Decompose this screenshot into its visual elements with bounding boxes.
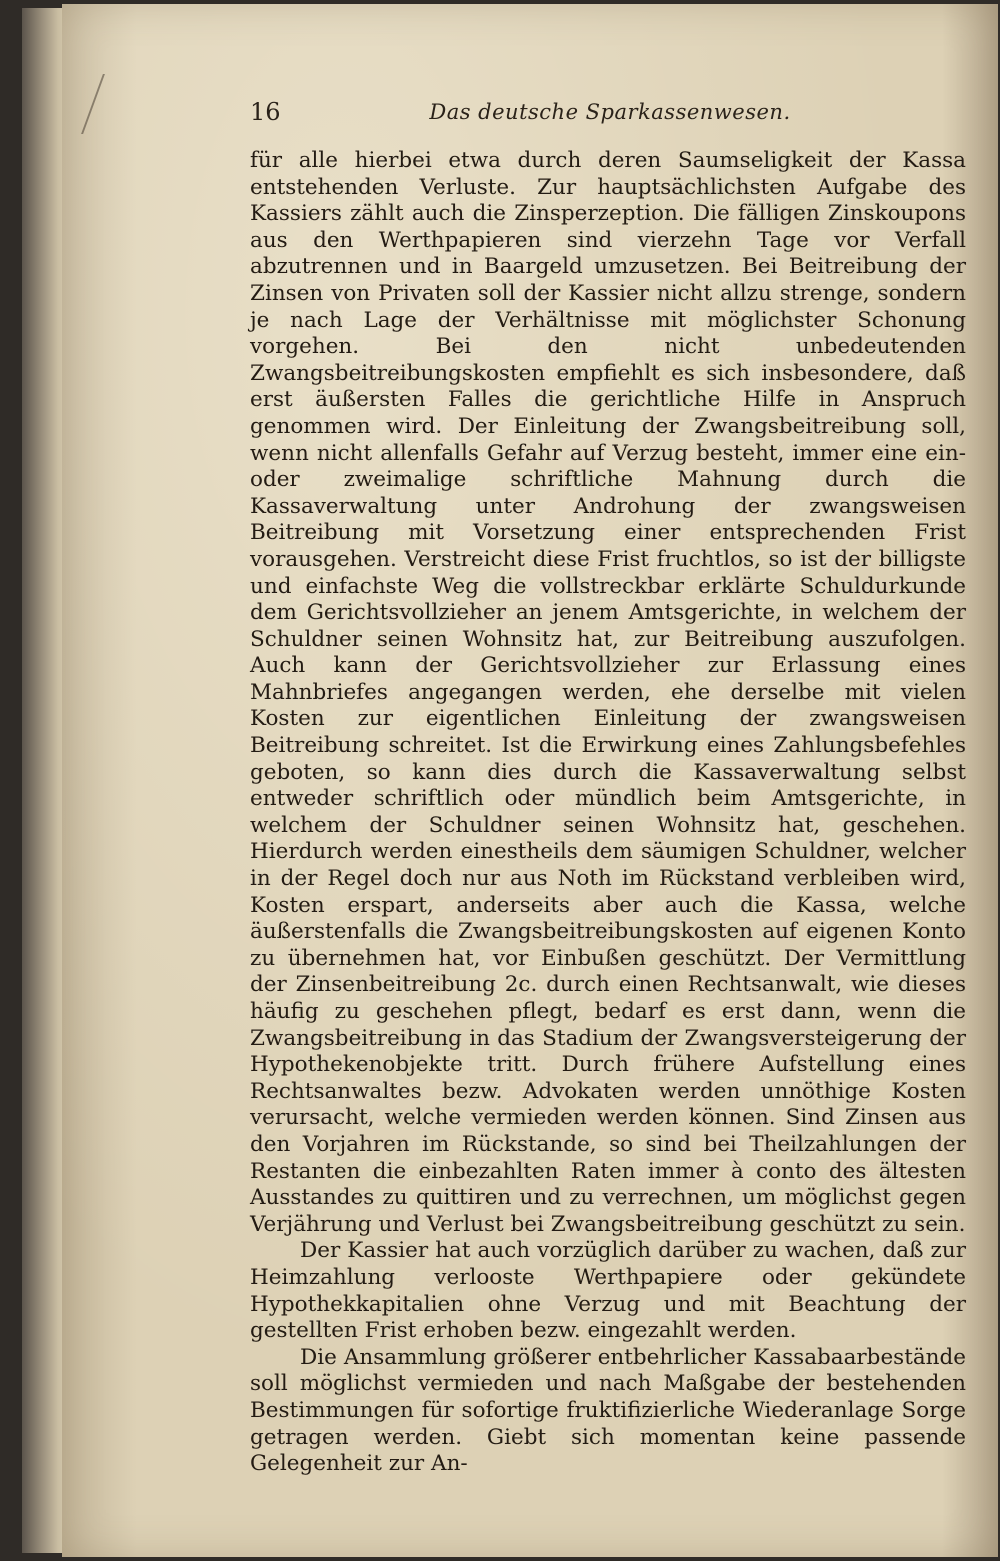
paragraph: Der Kassier hat auch vorzüglich darüber zu wachen, daß zur Heimzahlung verlooste Werthpapiere oder gekündete Hypothekkapitalien ohne Verzug und mit Beachtung der gestellten Frist erhoben bezw. eingezahlt werden. (250, 1238, 966, 1344)
body-text (250, 148, 966, 1478)
running-header (250, 98, 970, 132)
paragraph: Die Ansammlung größerer entbehrlicher Kassabaarbestände soll möglichst vermieden und nach Maßgabe der bestehenden Bestimmungen für sofortige fruktifizierliche Wiederanlage Sorge getragen werden. Giebt sich momentan keine passende Gelegenheit zur An- (250, 1344, 966, 1477)
pencil-mark (81, 74, 145, 134)
page-number: 16 (250, 98, 281, 126)
running-title: Das deutsche Sparkassenwesen. (429, 100, 791, 124)
paragraph: für alle hierbei etwa durch deren Saumseligkeit der Kassa entstehenden Verluste. Zur hauptsächlichsten Aufgabe des Kassiers zählt auch die Zinsperzeption. Die fälligen Zinskoupons aus den Werthpapieren sind vierzehn Tage vor Verfall abzutrennen und in Baargeld umzusetzen. Bei Beitreibung der Zinsen von Privaten soll der Kassier nicht allzu strenge, sondern je nach Lage der Verhältnisse mit möglichster Schonung vorgehen. Bei den nicht unbedeutenden Zwangsbeitreibungskosten empfiehlt es sich insbesondere, daß erst äußersten Falles die gerichtliche Hilfe in Anspruch genommen wird. Der Einleitung der Zwangsbeitreibung soll, wenn nicht allenfalls Gefahr auf Verzug besteht, immer eine ein- oder zweimalige schriftliche Mahnung durch die Kassaverwaltung unter Androhung der zwangsweisen Beitreibung mit Vorsetzung einer entsprechenden Frist vorausgehen. Verstreicht diese Frist fruchtlos, so ist der billigste und einfachste Weg die vollstreckbar erklärte Schuldurkunde dem Gerichtsvollzieher an jenem Amtsgerichte, in welchem der Schuldner seinen Wohnsitz hat, zur Beitreibung auszufolgen. Auch kann der Gerichtsvollzieher zur Erlassung eines Mahnbriefes angegangen werden, ehe derselbe mit vielen Kosten zur eigentlichen Einleitung der zwangsweisen Beitreibung schreitet. Ist die Erwirkung eines Zahlungsbefehles geboten, so kann dies durch die Kassaverwaltung selbst entweder schriftlich oder mündlich beim Amtsgerichte, in welchem der Schuldner seinen Wohnsitz hat, geschehen. Hierdurch werden einestheils dem säumigen Schuldner, welcher in der Regel doch nur aus Noth im Rückstand verbleiben wird, Kosten erspart, anderseits aber auch die Kassa, welche äußerstenfalls die Zwangsbeitreibungskosten auf eigenen Konto zu übernehmen hat, vor Einbußen geschützt. Der Vermittlung der Zinsenbeitreibung 2c. durch einen Rechtsanwalt, wie dieses häufig zu geschehen pflegt, bedarf es erst dann, wenn die Zwangsbeitreibung in das Stadium der Zwangsversteigerung der Hypothekenobjekte tritt. Durch frühere Aufstellung eines Rechtsanwaltes bezw. Advokaten werden unnöthige Kosten verursacht, welche vermieden werden können. Sind Zinsen aus den Vorjahren im Rückstande, so sind bei Theilzahlungen der Restanten die einbezahlten Raten immer à conto des ältesten Ausstandes zu quittiren und zu verrechnen, um möglichst gegen Verjährung und Verlust bei Zwangsbeitreibung geschützt zu sein. (250, 148, 966, 1237)
